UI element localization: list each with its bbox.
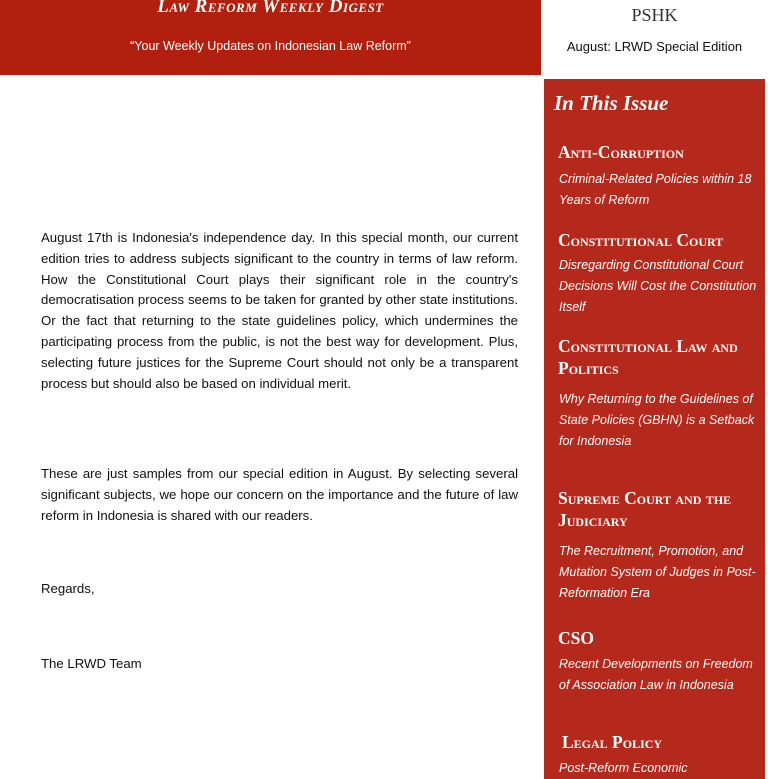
regards-text: Regards, [41,581,95,596]
edition-label: August: LRWD Special Edition [566,39,743,54]
sidebar-title: In This Issue [554,91,669,115]
section-desc-constitutional-court: Disregarding Constitutional Court Decisions Will Cost the Constitution Itself [559,258,757,314]
org-name: PSHK [631,5,678,25]
intro-paragraph: August 17th is Indonesia's independence day. In this special month, our current edition tries to address subjects significant to the country in terms of law reform. How the Constitutional Court plays their significant role in the country's democratisation process seems to be taken for granted by other state institutions. Or the fact that returning to the state guidelines policy, which undermines the participating process from the public, is not the best way for development. Plus, selecting future justices for the Supreme Court should not only be a transparent process but should also be based on individual merit. [41,230,518,391]
section-desc-constitutional-law: Why Returning to the Guidelines of State Policies (GBHN) is a Setback for Indonesia [559,392,755,448]
section-desc-cso: Recent Developments on Freedom of Association Law in Indonesia [559,657,753,692]
section-heading-constitutional-court: Constitutional Court [558,230,724,250]
section-heading-legal-policy: Legal Policy [562,732,663,752]
section-desc-anti-corruption: Criminal-Related Policies within 18 Years of Reform [559,172,752,207]
section-heading-cso: CSO [558,628,594,648]
section-desc-supreme-court: The Recruitment, Promotion, and Mutation System of Judges in Post-Reformation Era [559,544,756,600]
sidebar-panel [544,79,765,779]
intro-paragraph-block [41,228,518,394]
signature-text: The LRWD Team [41,656,142,671]
closing-paragraph: These are just samples from our special edition in August. By selecting several significant subjects, we hope our concern on the importance and the future of law reform in Indonesia is shared with our readers. [41,466,518,523]
section-heading-constitutional-law: Constitutional Law and Politics [558,336,738,378]
section-heading-anti-corruption: Anti-Corruption [558,142,684,162]
masthead [0,0,541,75]
edition-box [541,0,768,75]
newsletter-title: Law Reform Weekly Digest [157,0,384,17]
section-heading-supreme-court: Supreme Court and the Judiciary [558,488,732,530]
newsletter-tagline: “Your Weekly Updates on Indonesian Law Reform” [130,39,411,53]
sidebar [541,75,768,775]
section-desc-legal-policy: Post-Reform Economic [559,761,688,775]
